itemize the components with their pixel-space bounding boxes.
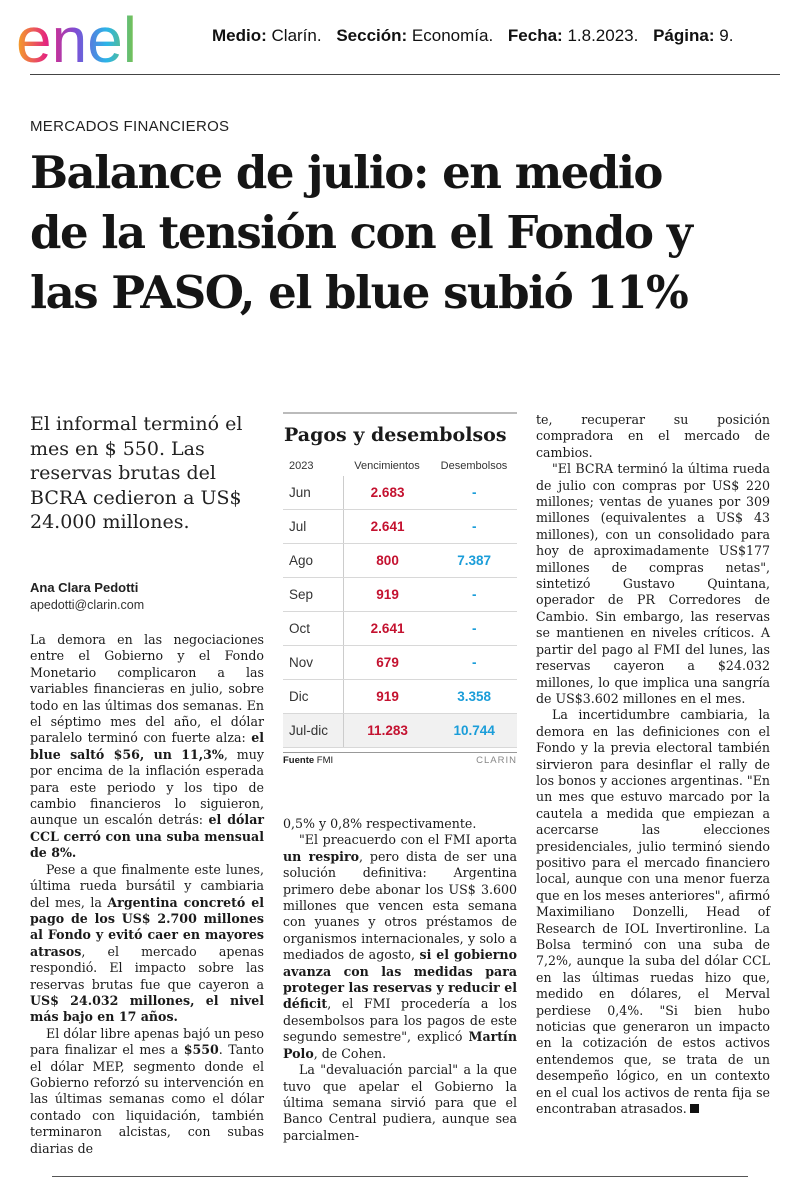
end-mark-icon: [690, 1104, 699, 1113]
paragraph: "El BCRA terminó la última rueda de julio con compras por US$ 220 millones; ventas de yuanes por 309 millones (equivalentes a US$ 43 millones), con un consolidado para hoy de aproximadamente US$177 millones de compras netas", sintetizó Gustavo Quintana, operador de PR Corredores de Cambio. Sin embargo, las reservas se mantienen en niveles críticos. A partir del pago al FMI del lunes, las reservas cayeron a $24.032 millones, lo que implica una sangría de US$3.602 millones en el mes.: [536, 461, 770, 706]
month-cell: Jul-dic: [283, 714, 344, 747]
table-header: [283, 456, 517, 476]
paragraph: La "devaluación parcial" a la que tuvo que apelar el Gobierno la última semana sirvió para que el Banco Central pudiera, aunque sea parcialmen-: [283, 1062, 517, 1143]
medio-value: Clarín.: [271, 26, 322, 45]
desembolsos-cell: 3.358: [457, 689, 492, 704]
table-row: [283, 476, 517, 510]
seccion-label: Sección:: [336, 26, 408, 45]
vencimientos-cell: 2.641: [370, 621, 405, 636]
vencimientos-cell: 11.283: [367, 723, 408, 738]
desembolsos-cell: 10.744: [453, 723, 495, 738]
vencimientos-cell: 919: [376, 689, 399, 704]
payments-table: [283, 412, 517, 796]
desembolsos-cell: -: [471, 621, 477, 636]
footer-divider: [52, 1176, 748, 1177]
section-label: MERCADOS FINANCIEROS: [30, 118, 230, 135]
enel-logo: [14, 6, 186, 70]
table-row: [283, 578, 517, 612]
month-cell: Sep: [283, 578, 344, 611]
table-body: [283, 476, 517, 748]
table-source: Fuente FMI: [283, 755, 334, 766]
author-email: apedotti@clarin.com: [30, 598, 145, 612]
desembolsos-cell: 7.387: [457, 553, 492, 568]
table-row: [283, 680, 517, 714]
paragraph: La demora en las negociaciones entre el Gobierno y el Fondo Monetario complicaron a las variables financieras en julio, sobre todo en las últimas dos semanas. En el séptimo mes del año, el dólar paralelo terminó con fuerte alza: el blue saltó $56, un 11,3%, muy por encima de la inflación esperada para este periodo y los tipo de cambio financieros lo siguieron, aunque un escalón detrás: el dólar CCL cerró con una suba mensual de 8%.: [30, 632, 264, 861]
article-column-2: [283, 816, 517, 1144]
medio-label: Medio:: [212, 26, 267, 45]
paragraph: te, recuperar su posición compradora en el mercado de cambios.: [536, 412, 770, 460]
month-cell: Ago: [283, 544, 344, 577]
article-column-3: [536, 412, 770, 1117]
table-row: [283, 612, 517, 646]
enel-logo-text: enel: [16, 6, 137, 70]
paragraph: El dólar libre apenas bajó un peso para finalizar el mes a $550. Tanto el dólar MEP, segmento donde el Gobierno reforzó su intervención en las últimas semanas como el dólar contado con liquidación, también terminaron alcistas, con subas diarias de: [30, 1025, 264, 1156]
pagina-label: Página:: [653, 26, 715, 45]
vencimientos-cell: 800: [376, 553, 399, 568]
seccion-value: Economía.: [411, 26, 494, 45]
month-cell: Jun: [283, 476, 344, 509]
table-row: [283, 646, 517, 680]
desembolsos-cell: -: [471, 485, 477, 500]
desembolsos-cell: -: [471, 655, 477, 670]
header-year: 2023: [289, 460, 314, 472]
fecha-label: Fecha:: [507, 26, 563, 45]
paragraph: Pese a que finalmente este lunes, última rueda bursátil y cambiaria del mes, la Argentina concretó el pago de los US$ 2.700 millones al Fondo y evitó caer en mayores atrasos, el mercado apenas respondió. El impacto sobre las reservas brutas fue que cayeron a US$ 24.032 millones, el nivel más bajo en 17 años.: [30, 861, 264, 1025]
vencimientos-cell: 679: [376, 655, 399, 670]
paragraph: "El preacuerdo con el FMI aporta un respiro, pero dista de ser una solución definitiva: Argentina primero debe abonar los US$ 3.600 millones que vencen esta semana con yuanes y otros préstamos de organismos internacionales, y solo a mediados de agosto, si el gobierno avanza con las medidas para proteger las reservas y reducir el déficit, el FMI procedería a los desembolsos para los pagos de este segundo semestre", explicó Martín Polo, de Cohen.: [283, 832, 517, 1061]
vencimientos-cell: 2.683: [370, 485, 405, 500]
headline-line: de la tensión con el Fondo y: [30, 206, 692, 259]
headline-line: Balance de julio: en medio: [30, 146, 662, 199]
header-desembolsos: Desembolsos: [440, 460, 508, 472]
paragraph: La incertidumbre cambiaria, la demora en las definiciones con el Fondo y la previa electoral también sirvieron para desinflar el rally de los bonos y acciones argentinas. "En un mes que estuvo marcado por la cautela a medida que empiezan a acercarse las elecciones presidenciales, julio terminó siendo positivo para el mercado financiero local, aunque con una menor fuerza que en los meses anteriores", afirmó Maximiliano Donzelli, Head of Research de IOL Invertironline. La Bolsa terminó con una suba de 7,2%, aunque la suba del dólar CCL en las últimas ruedas hizo que, medido en dólares, el Merval perdiese 0,4%. "Si bien hubo noticias que generaron un impacto en la cotización de estos activos entendemos que, se trata de un desempeño lógico, en un contexto en el cual los activos de renta fija se encontraban atrasados.: [536, 707, 770, 1117]
headline-line: las PASO, el blue subió 11%: [30, 266, 688, 319]
fecha-value: 1.8.2023.: [567, 26, 639, 45]
month-cell: Dic: [283, 680, 344, 713]
paragraph: 0,5% y 0,8% respectivamente.: [283, 816, 477, 831]
desembolsos-cell: -: [471, 519, 477, 534]
article-column-1: [30, 632, 264, 1157]
table-top-rule: [283, 412, 517, 414]
document-meta: [212, 26, 733, 46]
deck: El informal terminó el mes en $ 550. Las reservas brutas del BCRA cedieron a US$ 24.000 millones.: [30, 413, 243, 533]
vencimientos-cell: 919: [376, 587, 399, 602]
table-credit: CLARIN: [476, 755, 517, 766]
month-cell: Oct: [283, 612, 344, 645]
headline: [30, 143, 780, 323]
table-footer: [283, 752, 517, 766]
header-divider: [30, 74, 780, 75]
desembolsos-cell: -: [471, 587, 477, 602]
table-row: [283, 510, 517, 544]
pagina-value: 9.: [719, 26, 734, 45]
author: Ana Clara Pedotti: [30, 580, 139, 595]
table-row: [283, 544, 517, 578]
vencimientos-cell: 2.641: [370, 519, 405, 534]
table-row: [283, 714, 517, 748]
month-cell: Jul: [283, 510, 344, 543]
table-title: Pagos y desembolsos: [284, 424, 507, 446]
month-cell: Nov: [283, 646, 344, 679]
header-vencimientos: Vencimientos: [354, 460, 420, 472]
